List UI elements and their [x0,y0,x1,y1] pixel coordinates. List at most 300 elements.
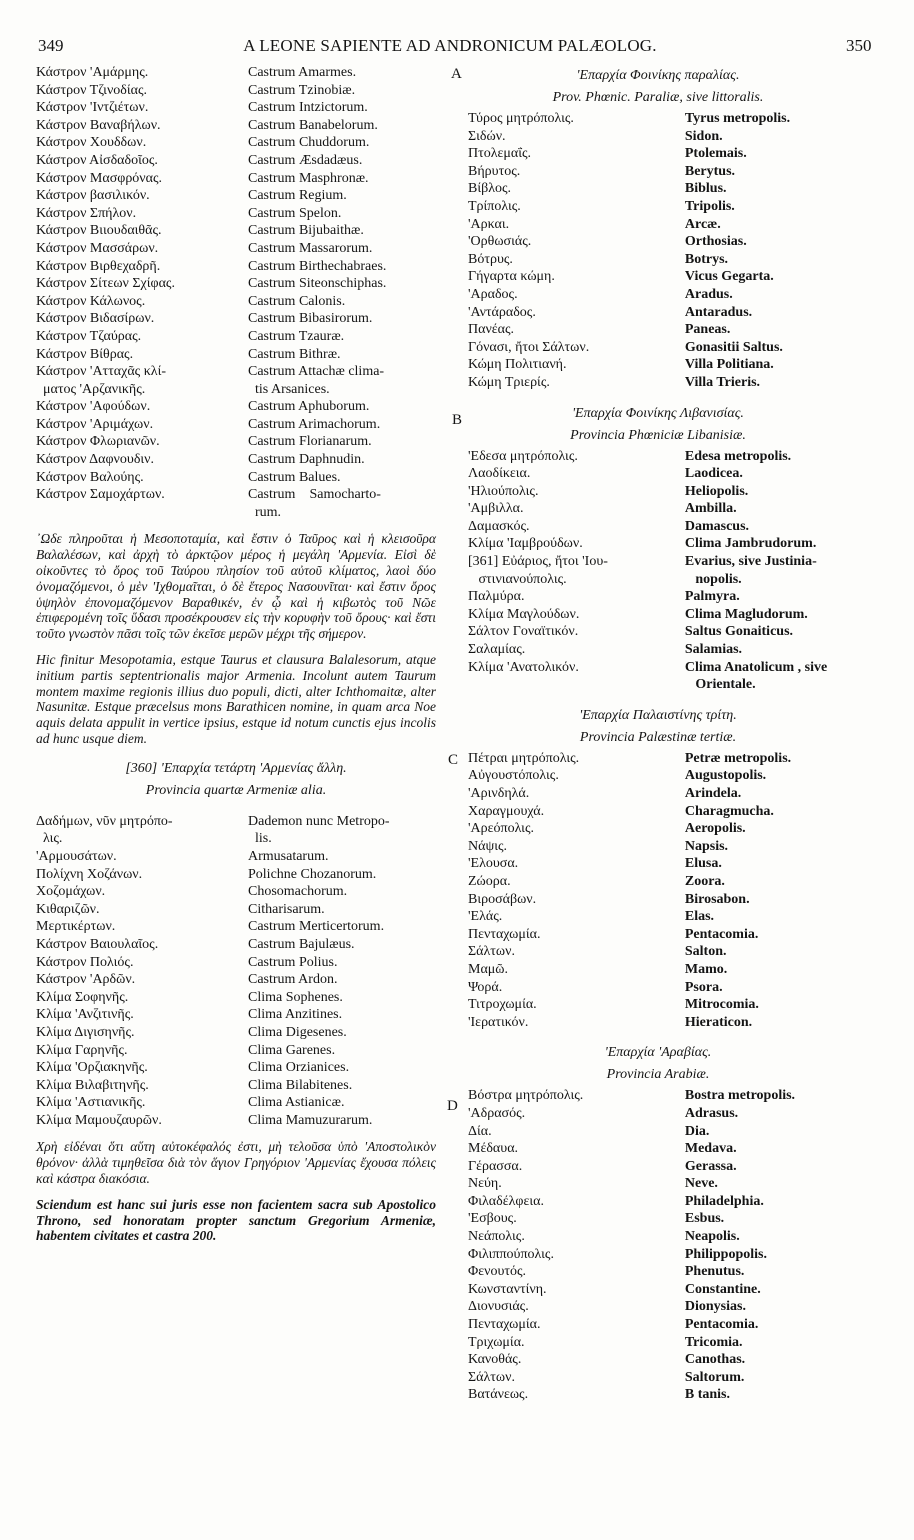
list-item [462,233,854,251]
greek-name: Γήγαρτα κώμη. [468,269,555,285]
latin-name: Charagmucha. [684,803,774,819]
latin-name: Hieraticon. [684,1014,753,1030]
latin-name: Heliopolis. [684,483,749,499]
right-column [462,64,854,1404]
greek-name: Πολίχνη Χοζάνων. [36,866,143,882]
list-item [32,1006,440,1024]
greek-name: Σιδών. [468,128,506,144]
greek-name: Τρίπολις. [468,198,521,214]
greek-name: Κάστρον 'Αριμάχων. [36,416,154,432]
latin-name: Gonasitii Saltus. [684,339,783,355]
latin-name: Tripolis. [684,198,735,214]
latin-name: Armusatarum. [248,848,329,864]
list-item [32,99,440,117]
greek-name: Κανοθάς. [468,1352,522,1368]
latin-name: Psora. [684,979,723,995]
latin-name: Castrum Balues. [248,469,341,485]
greek-name: Κάστρον Δαφνουδιν. [36,452,155,468]
latin-name: Citharisarum. [248,901,325,917]
latin-name: Elas. [684,909,715,925]
list-item [462,1316,854,1334]
greek-name: 'Εδεσα μητρόπολις. [468,448,578,464]
list-item [32,433,440,451]
list-item [32,152,440,170]
greek-name: Πτολεμαΐς. [468,146,532,162]
list-item [32,275,440,293]
greek-name: Κάστρον Σπήλον. [36,205,137,221]
section-title-greek: 'Επαρχία 'Αραβίας. [604,1045,712,1061]
list-item [32,954,440,972]
list-item [32,1042,440,1060]
greek-name: Κάστρον 'Αρδῶν. [36,972,136,988]
page-number-left: 349 [38,36,64,55]
list-item [462,1281,854,1299]
latin-name: Vicus Gegarta. [684,269,774,285]
latin-name: Pentacomia. [684,1317,759,1333]
list-item [462,588,854,606]
list-item [32,971,440,989]
latin-name: Laodicea. [684,466,743,482]
latin-name: Zoora. [684,873,725,889]
list-item [32,134,440,152]
latin-name: Arindela. [684,786,742,801]
greek-name: Αὐγουστόπολις. [468,768,559,784]
list-item [462,553,854,588]
greek-name: Κλίμα Βιλαβιτηνῆς. [36,1077,149,1093]
latin-name: Neapolis. [684,1229,740,1245]
latin-name: Castrum Attachæ clima- tis Arsanices. [248,364,385,397]
list-item [462,943,854,961]
list-item [462,891,854,909]
latin-name: Mamo. [684,961,728,977]
greek-name: 'Αρεόπολις. [468,821,534,837]
latin-name: Castrum Tzauræ. [248,328,345,344]
section-title-greek: 'Επαρχία Φοινίκης παραλίας. [576,68,740,83]
latin-name: Berytus. [684,163,736,179]
greek-name: Νεύη. [468,1176,502,1192]
latin-name: Castrum Siteonschiphas. [248,276,387,292]
latin-name: Arcæ. [684,216,721,232]
greek-name: Κάστρον Αἰσδαδοῖος. [36,152,158,168]
greek-name: Κάστρον Τζινοδίας. [36,82,148,98]
greek-name: Κλίμα 'Ανζιτινῆς. [36,1007,134,1023]
greek-name: Κάστρον Χουδδων. [36,135,147,151]
left-column [32,64,440,1244]
greek-name: 'Αρινδηλά. [468,786,530,801]
latin-name: Villa Trieris. [684,374,761,390]
latin-name: Castrum Tzinobiæ. [248,82,356,98]
list-item [462,1140,854,1158]
latin-name: Clima Anatolicum , sive Orientale. [684,659,828,693]
section-title-greek: 'Επαρχία Παλαιστίνης τρίτη. [579,707,737,723]
greek-name: 'Ελουσα. [468,856,519,872]
list-item [462,1246,854,1264]
latin-name: Castrum Daphnudin. [248,452,365,468]
list-item [462,374,854,392]
latin-name: Botrys. [684,251,729,267]
latin-name: Phenutus. [684,1264,745,1280]
running-head: A LEONE SAPIENTE AD ANDRONICUM PALÆOLOG. [243,36,657,55]
list-item [462,180,854,198]
list-item [32,451,440,469]
list-item [462,251,854,269]
list-item [462,518,854,536]
margin-letter-b: B [452,412,463,428]
latin-name: Elusa. [684,856,722,872]
greek-name: 'Ηλιούπολις. [468,483,539,499]
greek-name: Φιλιππούπολις. [468,1246,554,1262]
phoenicia-paralia-list [462,110,854,392]
list-item [462,1386,854,1404]
greek-name: Κλίμα Μαγλούδων. [468,606,580,622]
list-item [462,785,854,803]
province-title-latin: Provincia quartæ Armeniæ alia. [145,782,327,798]
latin-name: Antaradus. [684,304,753,320]
latin-name: Gerassa. [684,1158,737,1174]
list-item [462,926,854,944]
latin-name: Castrum Samocharto- rum. [248,487,381,520]
latin-name: Clima Orzianices. [248,1060,350,1076]
latin-name: Edesa metropolis. [684,448,792,464]
greek-name: Κάστρον Κάλωνος. [36,293,146,309]
list-item [462,483,854,501]
castra-list [32,64,440,521]
latin-name: Ptolemais. [684,146,747,162]
list-item [462,659,854,694]
list-item [462,641,854,659]
greek-name: Σαλαμίας. [468,642,526,658]
list-item [32,1077,440,1095]
list-item [462,216,854,234]
section-title-greek: 'Επαρχία Φοινίκης Λιβανισίας. [572,405,744,421]
list-item [462,1351,854,1369]
greek-name: Μερτικέρτων. [36,919,116,935]
list-item [32,117,440,135]
latin-name: Castrum Intzictorum. [248,100,368,116]
greek-name: Κάστρον 'Αφούδων. [36,399,151,415]
list-item [32,813,440,848]
list-item [462,996,854,1014]
list-item [32,1024,440,1042]
greek-name: Κιθαριζῶν. [36,901,100,917]
greek-name: 'Αραδος. [468,286,518,302]
latin-name: Castrum Æsdadæus. [248,152,363,168]
margin-letter-a: A [451,66,462,82]
list-item [462,1263,854,1281]
list-item [32,1112,440,1130]
latin-name: Castrum Birthechabraes. [248,258,387,274]
greek-name: Βόστρα μητρόπολις. [468,1088,584,1104]
list-item [462,1014,854,1032]
latin-name: Salton. [684,944,727,960]
greek-name: Μαμῶ. [468,961,509,977]
greek-name: Βιροσάβων. [468,891,537,907]
greek-name: Κάστρον Σίτεων Σχίφας. [36,276,175,292]
latin-name: Pentacomia. [684,926,759,942]
list-item [32,883,440,901]
latin-name: Petræ metropolis. [684,750,792,766]
list-item [462,1369,854,1387]
list-item [462,128,854,146]
greek-name: Μέδαυα. [468,1141,519,1157]
greek-name: Κωνσταντίνη. [468,1281,547,1297]
list-item [462,163,854,181]
list-item [462,1228,854,1246]
latin-name: Chosomachorum. [248,884,348,900]
greek-name: Κάστρον Βίθρας. [36,346,134,362]
greek-name: Κάστρον Φλωριανῶν. [36,434,160,450]
latin-name: Castrum Spelon. [248,205,342,221]
list-item [32,310,440,328]
greek-name: Κάστρον βασιλικόν. [36,188,150,204]
list-item [462,145,854,163]
list-item [32,258,440,276]
list-item [462,1334,854,1352]
greek-name: Κάστρον Βαναβήλων. [36,117,161,133]
latin-name: Clima Jambrudorum. [684,536,817,552]
list-item [32,363,440,398]
latin-paragraph: Hic finitur Mesopotamia, estque Taurus et clausura Balalesorum, atque initium partis septentrionalis major Armenia. Incolunt autem Taurum montem maxime regionis illius duo populi, dicti, alter Ichthomaitæ, alter Nasunitæ. Estque præcelsus mons Barathicen nomine, in quam arca Noe aquis delata appulit in vertice ipsius, estque id notum cunctis ejus incolis ad hunc usque diem. [36,652,436,746]
greek-name: Κάστρον Βιρθεχαδρῆ. [36,258,161,274]
list-item [32,1094,440,1112]
greek-name: 'Αδρασός. [468,1105,526,1121]
greek-name: 'Αντάραδος. [468,304,536,320]
latin-name: Tyrus metropolis. [684,111,791,126]
latin-name: Castrum Bijubaithæ. [248,223,364,239]
latin-name: Adrasus. [684,1105,739,1121]
list-item [462,1298,854,1316]
arabia-list [462,1087,854,1404]
latin-name: Dademon nunc Metropo- lis. [248,813,390,847]
greek-name: Κλίμα Σοφηνῆς. [36,989,129,1005]
latin-name: Castrum Merticertorum. [248,919,385,935]
list-item [462,339,854,357]
greek-paragraph-2: Χρὴ εἰδέναι ὅτι αὕτη αὐτοκέφαλός ἐστι, μὴ τελοῦσα ὑπὸ 'Αποστολικὸν θρόνον· ἀλλὰ τιμηθεῖσα διὰ τὸν ἅγιον Γρηγόριον 'Αρμενίας ἔχουσα πόλεις καὶ κάστρα διακόσια. [36,1139,436,1187]
greek-name: Κάστρον 'Αμάρμης. [36,65,149,80]
greek-name: Κώμη Τριερίς. [468,374,550,390]
greek-name: Χοζομάχων. [36,884,106,900]
section-title-latin: Provincia Phœniciæ Libanisiæ. [570,427,746,443]
latin-name: Clima Mamuzurarum. [248,1112,373,1128]
margin-letter-c: C [448,752,459,768]
list-item [32,187,440,205]
list-item [462,465,854,483]
latin-name: Neve. [684,1176,718,1192]
greek-name: Βότρυς. [468,251,513,267]
section-title-latin: Provincia Palæstinæ tertiæ. [579,729,737,745]
latin-name: Canothas. [684,1352,746,1368]
latin-name: Sidon. [684,128,723,144]
greek-name: Πενταχωμία. [468,926,541,942]
greek-name: Κάστρον 'Ατταχᾶς κλί- ματος 'Αρζανικῆς. [36,364,166,397]
latin-name: Saltus Gonaiticus. [684,624,794,640]
greek-name: Γόνασι, ἤτοι Σάλτων. [468,339,590,355]
latin-name: Castrum Ardon. [248,972,338,988]
latin-name: Bostra metropolis. [684,1088,796,1104]
armenia-list [32,813,440,1130]
greek-name: Πενταχωμία. [468,1317,541,1333]
list-item [32,848,440,866]
greek-name: 'Εσβους. [468,1211,517,1227]
latin-name: Castrum Calonis. [248,293,346,309]
list-item [32,398,440,416]
greek-name: Κάστρον Βιιουδαιθᾶς. [36,223,162,239]
greek-name: Νάψις. [468,838,508,854]
list-item [462,1210,854,1228]
greek-name: Κώμη Πολιτιανή. [468,357,567,373]
greek-name: Κάστρον Σαμοχάρτων. [36,487,165,503]
greek-name: Κλίμα 'Αστιανικῆς. [36,1095,146,1111]
list-item [462,500,854,518]
list-item [32,469,440,487]
latin-name: Orthosias. [684,234,747,250]
latin-name: Clima Anzitines. [248,1007,343,1023]
phoenicia-libanisia-list [462,448,854,694]
list-item [462,979,854,997]
list-item [462,286,854,304]
latin-name: Philippopolis. [684,1246,767,1262]
list-item [462,448,854,466]
greek-name: Ζώορα. [468,873,511,889]
greek-name: Κλίμα 'Ιαμβρούδων. [468,536,583,552]
list-item [462,1123,854,1141]
list-item [462,820,854,838]
greek-name: Ψορά. [468,979,503,995]
greek-name: Κάστρον Βαλούης. [36,469,144,485]
list-item [32,901,440,919]
list-item [32,64,440,82]
list-item [462,961,854,979]
greek-name: Φιλαδέλφεια. [468,1193,544,1209]
latin-name: Castrum Masphronæ. [248,170,369,186]
greek-name: Κλίμα Διγισηνῆς. [36,1024,135,1040]
greek-name: 'Αρκαι. [468,216,510,232]
margin-letter-d: D [447,1098,458,1114]
list-item [462,855,854,873]
list-item [462,873,854,891]
list-item [462,304,854,322]
greek-name: 'Ελάς. [468,909,503,925]
greek-name: Δαδήμων, νῦν μητρόπο- λις. [36,813,173,847]
greek-name: Βήρυτος. [468,163,521,179]
greek-paragraph: ᾿Ωδε πληροῦται ἡ Μεσοποταμία, καὶ ἔστιν ὁ Ταῦρος καὶ ἡ κλεισοῦρα Βαλαλέσων, καὶ ἀρχὴ τὸ ἀρκτῷον μέρος ἡ μεγάλη 'Αρμενία. Εἰσὶ δὲ οἰκοῦντες τὸ ὄρος τοῦ Ταύρου πλησίον τοῦ αὐτοῦ κλίματος, λαοὶ δύο ὀνομαζόμενοι, ὁ μὲν 'Ιχθομαῖται, ὁ δὲ ἕτερος Νασουνῖται· καὶ ἔστιν ὄρος ὑψηλὸν ἐπονομαζόμενον Βαραθικέν, ἐν ᾧ καὶ ἡ κιβωτὸς τοῦ Νῶε ἐπιφερομένη τοῖς ὕδασι προσέκρουσεν εἰς τὴν κορυφὴν τοῦ ὄρους· καὶ ἔστι τοῦτο γνωστὸν πᾶσι τοῖς τῶν ἐκεῖσε μερῶν μέχρι τῆς σήμερον. [36,531,436,642]
greek-name: Σάλτων. [468,1369,515,1385]
greek-name: Σάλτων. [468,944,515,960]
latin-name: B tanis. [684,1387,730,1403]
latin-name: Philadelphia. [684,1193,764,1209]
greek-name: Παλμύρα. [468,589,525,605]
greek-name: Κάστρον Τζαύρας. [36,328,142,344]
greek-name: 'Ορθωσιάς. [468,234,532,250]
latin-name: Tricomia. [684,1334,743,1350]
latin-name: Clima Sophenes. [248,989,343,1005]
latin-name: Ambilla. [684,501,737,517]
section-title-latin: Provincia Arabiæ. [606,1067,710,1083]
list-item [462,750,854,768]
greek-name: Κάστρον 'Ιντζιέτων. [36,100,149,116]
latin-name: Clima Bilabitenes. [248,1077,353,1093]
latin-name: Aeropolis. [684,821,746,837]
greek-name: Βατάνεως. [468,1387,529,1403]
list-item [462,356,854,374]
list-item [462,838,854,856]
greek-name: Κάστρον Βαιουλαῖος. [36,936,159,952]
greek-name: [361] Εὐάριος, ἤτοι 'Ιου- στινιανούπολις. [468,554,608,587]
list-item [32,328,440,346]
section-title-latin: Prov. Phœnic. Paraliæ, sive littoralis. [552,90,764,105]
latin-name: Castrum Aphuborum. [248,399,370,415]
greek-name: Κάστρον Βιδασίρων. [36,311,155,327]
greek-name: Κάστρον Πολιός. [36,954,134,970]
palaestina-tertia-list [462,750,854,1032]
list-item [462,1105,854,1123]
latin-name: Castrum Chuddorum. [248,135,370,151]
latin-paragraph-2: Sciendum est hanc sui juris esse non facientem sacra sub Apostolico Throno, sed honoratam propter sanctum Gregorium Armeniæ, habentem civitates et castra 200. [36,1196,436,1244]
latin-name: Dia. [684,1123,710,1139]
list-item [32,989,440,1007]
greek-name: Σάλτον Γοναϊτικόν. [468,624,579,640]
latin-name: Aradus. [684,286,733,302]
list-item [32,1059,440,1077]
latin-name: Castrum Arimachorum. [248,416,381,432]
latin-name: Clima Garenes. [248,1042,336,1058]
list-item [32,416,440,434]
latin-name: Evarius, sive Justinia- nopolis. [684,554,817,587]
list-item [32,293,440,311]
list-item [462,623,854,641]
greek-name: Νεάπολις. [468,1229,525,1245]
running-header [0,36,914,58]
greek-name: Πανέας. [468,322,515,338]
greek-name: Τιτροχωμία. [468,997,537,1013]
latin-name: Biblus. [684,181,727,197]
greek-name: Λαοδίκεια. [468,466,531,482]
list-item [32,936,440,954]
list-item [32,918,440,936]
greek-name: Χαραγμουχά. [468,803,545,819]
latin-name: Clima Astianicæ. [248,1095,345,1111]
list-item [462,1175,854,1193]
greek-name: 'Αμβιλλα. [468,501,524,517]
latin-name: Esbus. [684,1211,725,1227]
list-item [462,767,854,785]
latin-name: Medava. [684,1141,737,1157]
list-item [462,535,854,553]
list-item [32,205,440,223]
greek-name: Δία. [468,1123,492,1139]
list-item [462,268,854,286]
list-item [462,803,854,821]
greek-name: Τριχωμία. [468,1334,525,1350]
greek-name: Κλίμα Γαρηνῆς. [36,1042,128,1058]
latin-name: Constantine. [684,1281,761,1297]
greek-name: Τύρος μητρόπολις. [468,111,574,126]
greek-name: Φενουτός. [468,1264,527,1280]
list-item [32,486,440,521]
list-item [32,170,440,188]
latin-name: Castrum Bibasirorum. [248,311,373,327]
latin-name: Birosabon. [684,891,750,907]
list-item [32,82,440,100]
page-number-right: 350 [846,36,872,55]
latin-name: Clima Magludorum. [684,606,808,622]
latin-name: Villa Politiana. [684,357,774,373]
latin-name: Damascus. [684,518,750,534]
greek-name: Γέρασσα. [468,1158,523,1174]
list-item [462,198,854,216]
list-item [462,908,854,926]
latin-name: Napsis. [684,838,729,854]
